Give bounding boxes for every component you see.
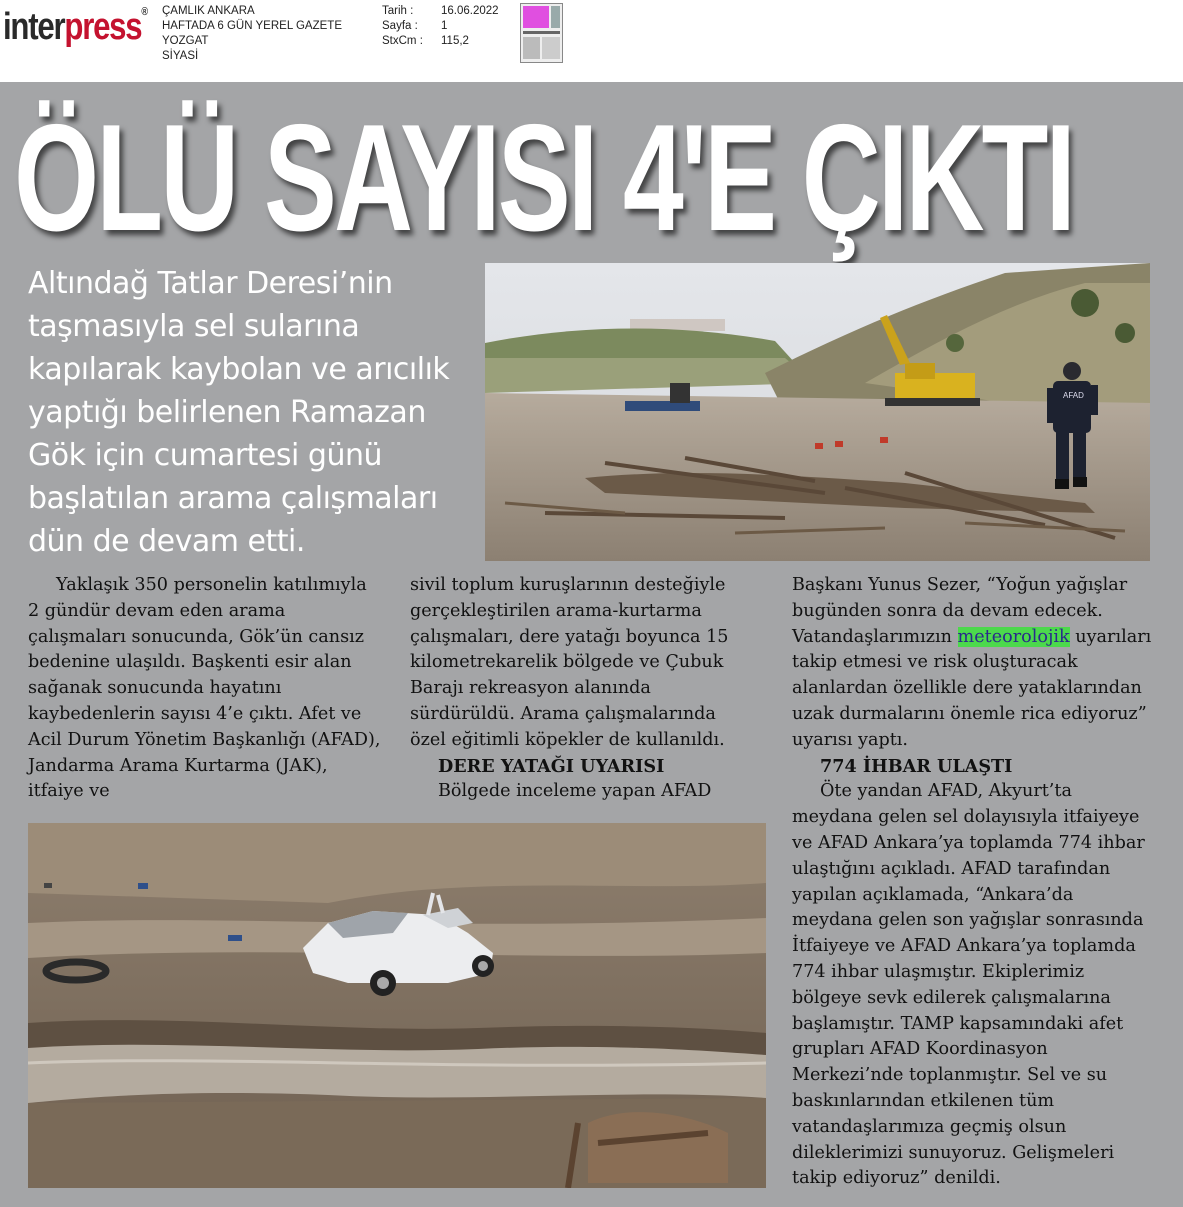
- article-column-3: [792, 573, 1152, 1192]
- date-label: Tarih :: [382, 5, 414, 17]
- interpress-logo: [3, 6, 147, 49]
- body-paragraph: [792, 573, 1152, 754]
- stxcm-value: 115,2: [441, 35, 469, 47]
- publication-info: [162, 4, 342, 64]
- page-thumbnail[interactable]: [520, 3, 563, 63]
- logo-text-inter: inter: [3, 6, 65, 48]
- publication-region: YOZGAT: [162, 35, 209, 47]
- wrecked-car-photo: [28, 823, 766, 1188]
- article-column-1: [28, 573, 383, 805]
- subheading: DERE YATAĞI UYARISI: [438, 755, 665, 777]
- body-paragraph: Bölgede inceleme yapan AFAD: [438, 781, 712, 802]
- logo-registered-mark: ®: [141, 6, 147, 18]
- headline: ÖLÜ SAYISI 4'E ÇIKTI: [14, 93, 1074, 263]
- highlighted-keyword: meteorolojik: [957, 626, 1070, 647]
- logo-text-press: press: [64, 6, 142, 48]
- meta-values: [441, 4, 499, 49]
- meta-labels: [382, 4, 423, 49]
- body-paragraph: sivil toplum kuruşlarının desteğiyle gerçekleştirilen arama-kurtarma çalışmaları, dere yatağı boyunca 15 kilometrekarelik bölgede ve Çubuk Barajı rekreasyon alanında sürdürüldü. Arama çalışmalarında özel eğitimli köpekler de kullanıldı.: [410, 575, 729, 750]
- stxcm-label: StxCm :: [382, 35, 423, 47]
- body-paragraph: Öte yandan AFAD, Akyurt’ta meydana gelen sel dolayısıyla itfaiyeye ve AFAD Ankara’ya toplamda 774 ihbar ulaştığını açıkladı. AFAD tarafından yapılan açıklamada, “Ankara’da meydana gelen son yağışlar sonrasında İtfaiyeye ve AFAD Ankara’ya toplamda 774 ihbar ulaşmıştır. Ekiplerimiz bölgeye sevk edilerek çalışmalarına başlamıştır. TAMP kapsamındaki afet grupları AFAD Koordinasyon Merkezi’nde toplanmıştır. Sel ve su baskınlarından etkilenen tüm vatandaşlarımıza geçmiş olsun dileklerimizi sunuyoruz. Gelişmeleri takip ediyoruz” denildi.: [792, 781, 1145, 1189]
- publication-frequency: HAFTADA 6 GÜN YEREL GAZETE: [162, 20, 342, 32]
- page-value: 1: [441, 20, 448, 32]
- clipping-header: [0, 0, 1183, 80]
- publication-name: ÇAMLIK ANKARA: [162, 5, 255, 17]
- date-value: 16.06.2022: [441, 5, 499, 17]
- article-column-2: [410, 573, 755, 805]
- body-text: uyarıları takip etmesi ve risk oluşturacak alanlardan özellikle dere yataklarından uzak durmalarını önemle rica ediyoruz” uyarısı yaptı.: [792, 626, 1152, 750]
- page-label: Sayfa :: [382, 20, 418, 32]
- vest-label: AFAD: [1063, 391, 1084, 400]
- subheading: 774 İHBAR ULAŞTI: [820, 755, 1013, 777]
- lead-paragraph: Altındağ Tatlar Deresi’nin taşmasıyla sel sularına kapılarak kaybolan ve arıcılık yaptığı belirlenen Ramazan Gök için cumartesi günü başlatılan arama çalışmaları dün de devam etti.: [28, 266, 450, 559]
- body-paragraph: Yaklaşık 350 personelin katılımıyla 2 gündür devam eden arama çalışmaları sonucunda, Gök’ün cansız bedenine ulaşıldı. Başkenti esir alan sağanak sonucunda hayatını kaybedenlerin sayısı 4’e çıktı. Afet ve Acil Durum Yönetim Başkanlığı (AFAD), Jandarma Arama Kurtarma (JAK), itfaiye ve: [28, 575, 381, 802]
- publication-category: SİYASİ: [162, 50, 199, 62]
- flood-search-photo: [485, 263, 1150, 561]
- body-text: Başkanı Yunus Sezer, “Yoğun yağışlar bugünden sonra da devam edecek. Vatandaşlarımızın: [792, 575, 1128, 647]
